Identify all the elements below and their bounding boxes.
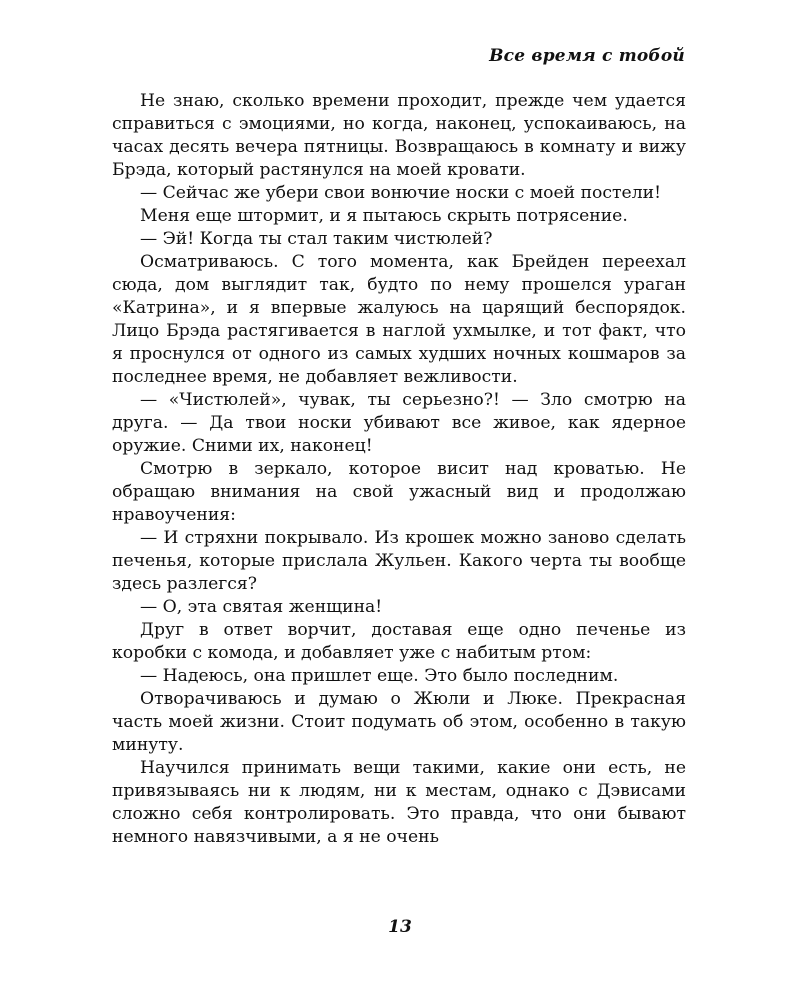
running-header: Все время с тобой	[489, 46, 685, 66]
paragraph: Не знаю, сколько времени проходит, прежде чем удается справиться с эмоциями, но когда, наконец, успокаиваюсь, на часах десять вечера пятницы. Возвращаюсь в комнату и вижу Брэда, который растянулся на моей кровати.	[112, 91, 686, 180]
body-text	[112, 90, 686, 849]
paragraph: Осматриваюсь. С того момента, как Брейден переехал сюда, дом выглядит так, будто по нему прошелся ураган «Катрина», и я впервые жалуюсь на царящий беспорядок. Лицо Брэда растягивается в наглой ухмылке, и тот факт, что я проснулся от одного из самых худших ночных кошмаров за последнее время, не добавляет вежливости.	[112, 252, 686, 387]
paragraph: — О, эта святая женщина!	[140, 597, 383, 617]
paragraph: Научился принимать вещи такими, какие они есть, не привязываясь ни к людям, ни к местам, однако с Дэвисами сложно себя контролировать. Это правда, что они бывают немного навязчивыми, а я не очень	[112, 758, 686, 847]
paragraph: — Сейчас же убери свои вонючие носки с моей постели!	[140, 183, 661, 203]
paragraph: — «Чистюлей», чувак, ты серьезно?! — Зло смотрю на друга. — Да твои носки убивают все живое, как ядерное оружие. Сними их, наконец!	[112, 390, 686, 456]
paragraph: Меня еще штормит, и я пытаюсь скрыть потрясение.	[140, 206, 628, 226]
paragraph: Смотрю в зеркало, которое висит над кроватью. Не обращаю внимания на свой ужасный вид и продолжаю нравоучения:	[112, 459, 686, 525]
paragraph: — И стряхни покрывало. Из крошек можно заново сделать печенья, которые прислала Жульен. Какого черта ты вообще здесь разлегся?	[112, 528, 686, 594]
paragraph: — Эй! Когда ты стал таким чистюлей?	[140, 229, 493, 249]
page-number: 13	[388, 917, 412, 937]
paragraph: — Надеюсь, она пришлет еще. Это было последним.	[140, 666, 619, 686]
paragraph: Друг в ответ ворчит, доставая еще одно печенье из коробки с комода, и добавляет уже с набитым ртом:	[112, 620, 686, 663]
paragraph: Отворачиваюсь и думаю о Жюли и Люке. Прекрасная часть моей жизни. Стоит подумать об этом, особенно в такую минуту.	[112, 689, 686, 755]
